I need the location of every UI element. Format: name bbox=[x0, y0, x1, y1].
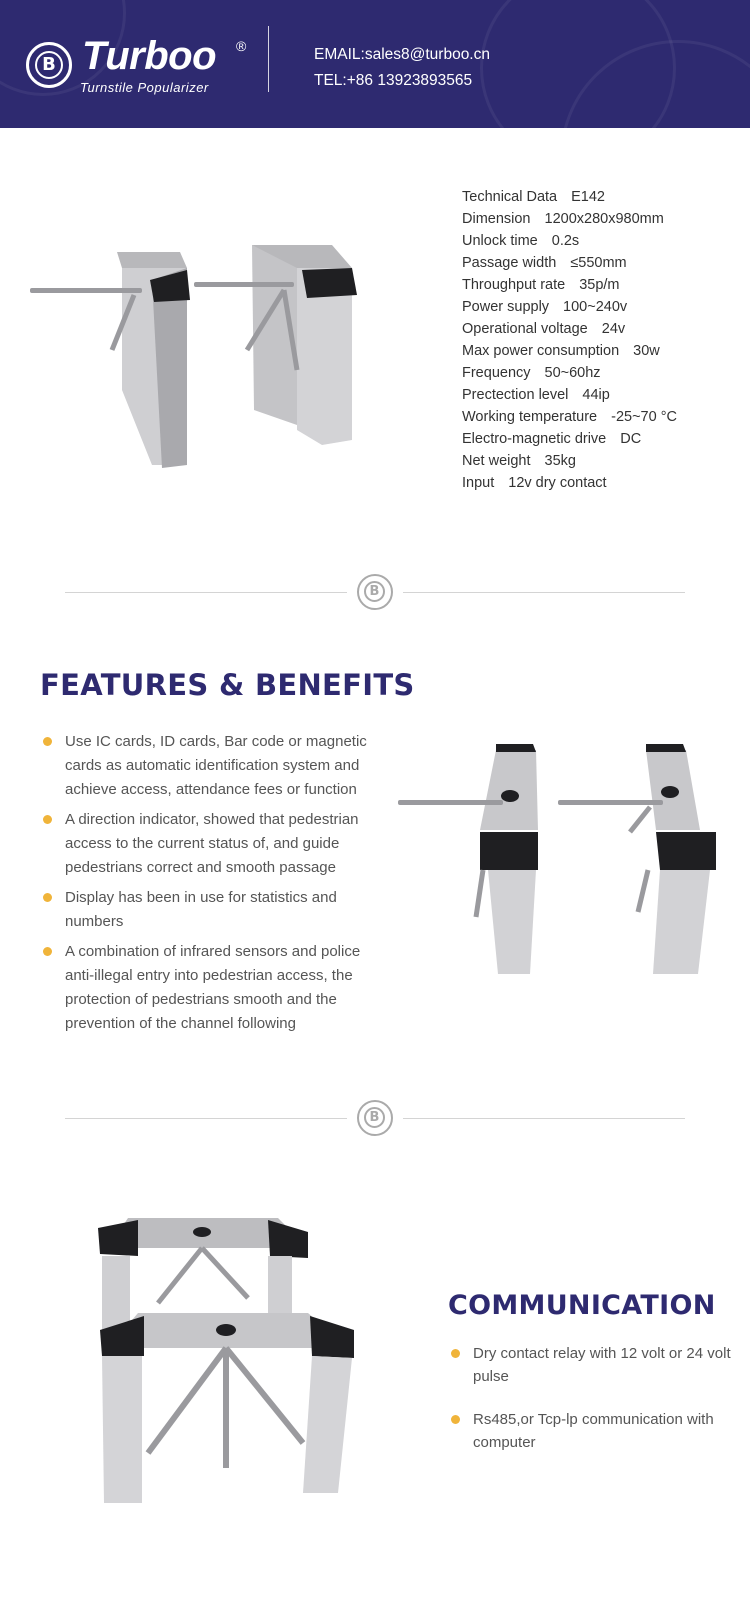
bullet-dot-icon bbox=[43, 893, 52, 902]
contact-info bbox=[314, 42, 490, 94]
bullet-dot-icon bbox=[451, 1415, 460, 1424]
header-divider bbox=[268, 26, 269, 92]
list-item: A direction indicator, showed that pedestrian access to the current status of, and guide pedestrians correct and smooth passage bbox=[40, 808, 385, 880]
communication-title: COMMUNICATION bbox=[448, 1290, 716, 1321]
spec-row: Max power consumption 30w bbox=[462, 343, 660, 359]
bullet-dot-icon bbox=[451, 1349, 460, 1358]
page-header bbox=[0, 0, 750, 128]
contact-email[interactable]: EMAIL:sales8@turboo.cn bbox=[314, 46, 490, 63]
spec-row: Dimension 1200x280x980mm bbox=[462, 211, 664, 227]
spec-row: Throughput rate 35p/m bbox=[462, 277, 620, 293]
features-title: FEATURES & BENEFITS bbox=[40, 668, 415, 702]
brand-logo[interactable] bbox=[26, 34, 266, 98]
divider-logo-icon: B bbox=[357, 574, 393, 610]
bullet-dot-icon bbox=[43, 947, 52, 956]
features-list bbox=[40, 730, 385, 1036]
bullet-dot-icon bbox=[43, 815, 52, 824]
registered-mark: ® bbox=[236, 38, 247, 54]
logo-badge-icon: B bbox=[26, 42, 72, 88]
brand-tagline: Turnstile Popularizer bbox=[80, 80, 209, 95]
spec-row: Frequency 50~60hz bbox=[462, 365, 601, 381]
divider-logo-icon: B bbox=[357, 1100, 393, 1136]
turnstile-product-image bbox=[22, 240, 372, 480]
spec-row: Power supply 100~240v bbox=[462, 299, 628, 315]
communication-list bbox=[448, 1342, 738, 1454]
spec-row: Passage width ≤550mm bbox=[462, 255, 627, 271]
contact-phone[interactable]: TEL:+86 13923893565 bbox=[314, 72, 473, 89]
spec-row: Operational voltage 24v bbox=[462, 321, 626, 337]
spec-row: Unlock time 0.2s bbox=[462, 233, 580, 249]
brand-name: Turboo bbox=[82, 34, 217, 78]
spec-row: Prectection level 44ip bbox=[462, 387, 610, 403]
list-item: A combination of infrared sensors and police anti-illegal entry into pedestrian access, the protection of pedestrians smooth and the prevention of the channel following bbox=[40, 940, 385, 1036]
technical-specs bbox=[462, 186, 742, 494]
spec-row: Net weight 35kg bbox=[462, 453, 576, 469]
section-divider bbox=[65, 1098, 685, 1138]
turnstile-pair-image bbox=[98, 1218, 368, 1518]
section-divider bbox=[65, 572, 685, 612]
spec-row: Input 12v dry contact bbox=[462, 475, 607, 491]
turnstile-front-image bbox=[398, 742, 718, 992]
list-item: Rs485,or Tcp-lp communication with computer bbox=[448, 1408, 738, 1454]
list-item: Dry contact relay with 12 volt or 24 volt pulse bbox=[448, 1342, 738, 1388]
spec-row: Technical Data E142 bbox=[462, 189, 605, 205]
spec-row: Working temperature -25~70 °C bbox=[462, 409, 677, 425]
bullet-dot-icon bbox=[43, 737, 52, 746]
spec-row: Electro-magnetic drive DC bbox=[462, 431, 642, 447]
list-item: Display has been in use for statistics and numbers bbox=[40, 886, 385, 934]
list-item: Use IC cards, ID cards, Bar code or magnetic cards as automatic identification system and achieve access, attendance fees or function bbox=[40, 730, 385, 802]
